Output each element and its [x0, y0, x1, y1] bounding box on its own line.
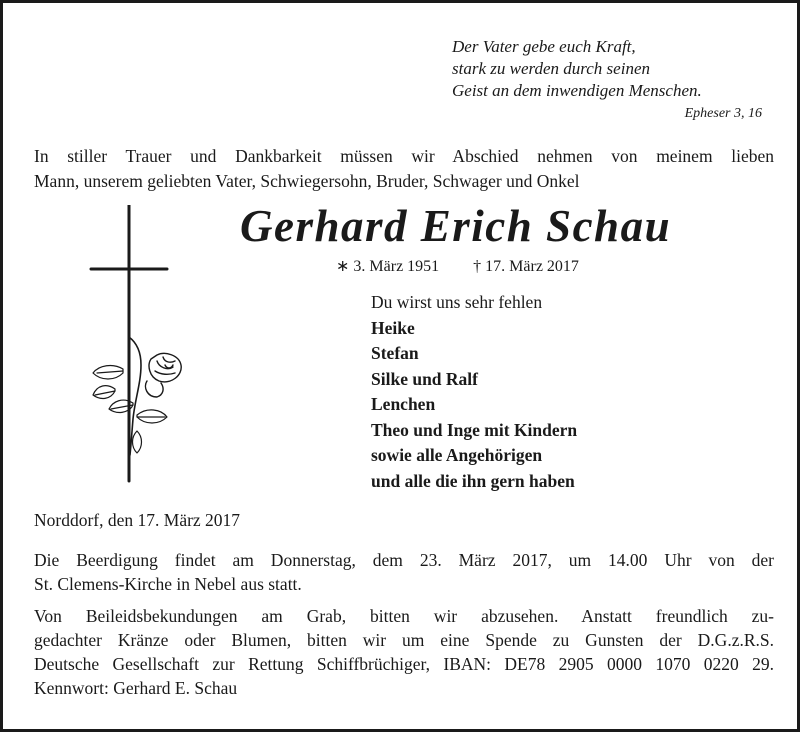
quote-line: stark zu werden durch seinen — [452, 59, 650, 78]
mourner-name: Theo und Inge mit Kindern — [371, 419, 578, 440]
mourners-list — [371, 290, 577, 494]
farewell-line: Du wirst uns sehr fehlen — [371, 292, 543, 312]
place-and-date: Norddorf, den 17. März 2017 — [34, 510, 241, 530]
mourner-name: Heike — [371, 317, 415, 338]
mourner-name: und alle die ihn gern haben — [371, 470, 575, 491]
bible-quote — [452, 36, 782, 102]
funeral-info — [34, 548, 774, 596]
donation-line: Von Beileidsbekundungen am Grab, bitten wir abzusehen. Anstatt freundlich zu- — [34, 606, 774, 626]
funeral-line: St. Clemens-Kirche in Nebel aus statt. — [34, 574, 302, 594]
mourner-name: Silke und Ralf — [371, 368, 478, 389]
birth-date: ∗ 3. März 1951 — [336, 258, 440, 275]
donation-line: Deutsche Gesellschaft zur Rettung Schiffbrüchiger, IBAN: DE78 2905 0000 1070 0220 29. — [34, 654, 774, 674]
donation-line: Kennwort: Gerhard E. Schau — [34, 678, 238, 698]
quote-line: Der Vater gebe euch Kraft, — [452, 37, 636, 56]
deceased-name: Gerhard Erich Schau — [240, 201, 672, 251]
cross-with-rose-icon — [85, 205, 185, 485]
intro-line: In stiller Trauer und Dankbarkeit müssen wir Abschied nehmen von meinem lieben — [34, 146, 774, 166]
mourner-name: Lenchen — [371, 394, 436, 414]
intro-text — [34, 144, 774, 194]
donation-info — [34, 604, 774, 700]
funeral-line: Die Beerdigung findet am Donnerstag, dem 23. März 2017, um 14.00 Uhr von der — [34, 550, 774, 570]
mourner-name: Stefan — [371, 343, 419, 363]
quote-source: Epheser 3, 16 — [684, 106, 762, 121]
death-date: † 17. März 2017 — [473, 258, 579, 275]
donation-line: gedachter Kränze oder Blumen, bitten wir um eine Spende zu Gunsten der D.G.z.R.S. — [34, 630, 774, 650]
mourner-name: sowie alle Angehörigen — [371, 445, 543, 465]
life-dates — [336, 256, 579, 276]
intro-line: Mann, unserem geliebten Vater, Schwiegersohn, Bruder, Schwager und Onkel — [34, 171, 580, 191]
quote-line: Geist an dem inwendigen Menschen. — [452, 81, 702, 100]
